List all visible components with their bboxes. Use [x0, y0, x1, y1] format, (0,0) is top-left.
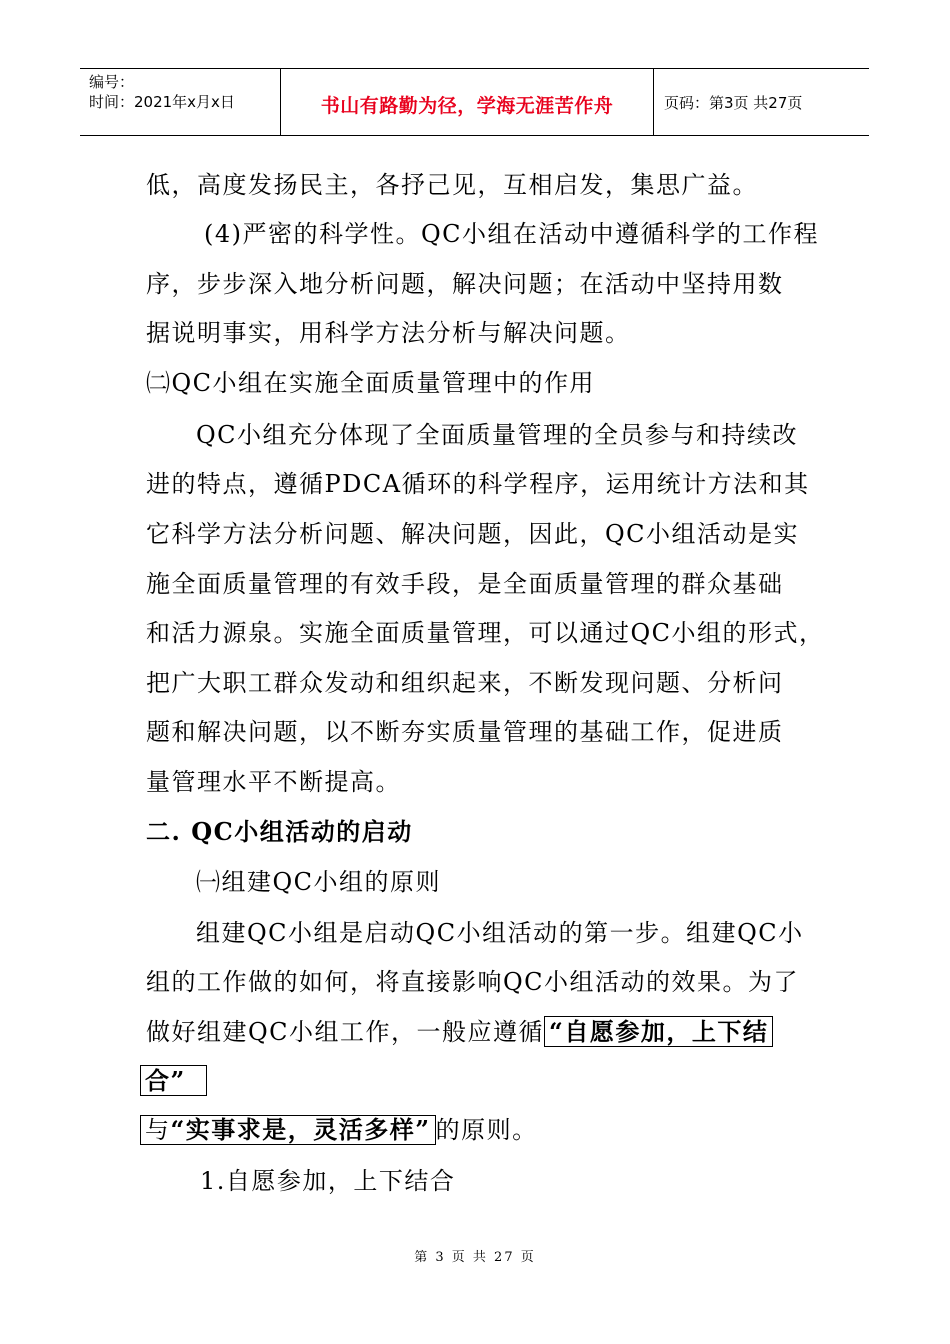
paragraph-line: 序，步步深入地分析问题，解决问题；在活动中坚持用数	[146, 270, 784, 298]
header-page-info: 页码：第3页 共27页	[664, 93, 803, 112]
subsection-heading: ㈡QC小组在实施全面质量管理中的作用	[146, 369, 596, 397]
list-item: 1.自愿参加，上下结合	[200, 1167, 456, 1195]
paragraph-line: 把广大职工群众发动和组织起来，不断发现问题、分析问	[146, 669, 784, 697]
header-motto-cell	[281, 69, 654, 135]
paragraph-line: 题和解决问题，以不断夯实质量管理的基础工作，促进质	[146, 718, 784, 746]
box-bold-text: “实事求是，灵活多样”	[170, 1115, 431, 1144]
paragraph-line: 组的工作做的如何，将直接影响QC小组活动的效果。为了	[146, 968, 800, 996]
paragraph-line: 组建QC小组是启动QC小组活动的第一步。组建QC小	[196, 919, 804, 947]
header-meta-cell	[80, 69, 281, 135]
emphasized-principle-box: “自愿参加，上下结	[544, 1016, 773, 1047]
section-heading: 二. QC小组活动的启动	[146, 817, 413, 846]
header-motto: 书山有路勤为径，学海无涯苦作舟	[320, 94, 614, 117]
paragraph-line: 施全面质量管理的有效手段，是全面质量管理的群众基础	[146, 570, 784, 598]
emphasized-principle-box: 合”	[140, 1065, 207, 1096]
paragraph-line: 它科学方法分析问题、解决问题，因此，QC小组活动是实	[146, 520, 800, 548]
paragraph-line	[140, 1066, 207, 1096]
document-number-label: 编号：	[89, 73, 135, 91]
paragraph-line: 据说明事实，用科学方法分析与解决问题。	[146, 319, 631, 347]
paragraph-line: (4)严密的科学性。QC小组在活动中遵循科学的工作程	[204, 220, 820, 248]
paragraph-line: 进的特点，遵循PDCA循环的科学程序，运用统计方法和其	[146, 470, 810, 498]
page-header	[80, 68, 869, 136]
paragraph-line: QC小组充分体现了全面质量管理的全员参与和持续改	[196, 421, 799, 449]
paragraph-text: 做好组建QC小组工作，一般应遵循	[146, 1018, 545, 1046]
box-prefix: 与	[145, 1116, 171, 1144]
paragraph-line: 和活力源泉。实施全面质量管理，可以通过QC小组的形式，	[146, 619, 825, 647]
paragraph-line: 量管理水平不断提高。	[146, 768, 401, 796]
emphasized-principle-box	[140, 1115, 436, 1145]
paragraph-text: 的原则。	[435, 1116, 538, 1144]
subsection-heading: ㈠组建QC小组的原则	[196, 868, 442, 896]
paragraph-line: 低，高度发扬民主，各抒己见，互相启发，集思广益。	[146, 171, 758, 199]
document-date-label: 时间：2021年x月x日	[89, 93, 235, 111]
header-page-cell	[654, 69, 869, 135]
paragraph-line	[140, 1115, 538, 1145]
paragraph-line	[146, 1017, 773, 1047]
page-footer: 第 3 页 共 27 页	[414, 1250, 536, 1265]
